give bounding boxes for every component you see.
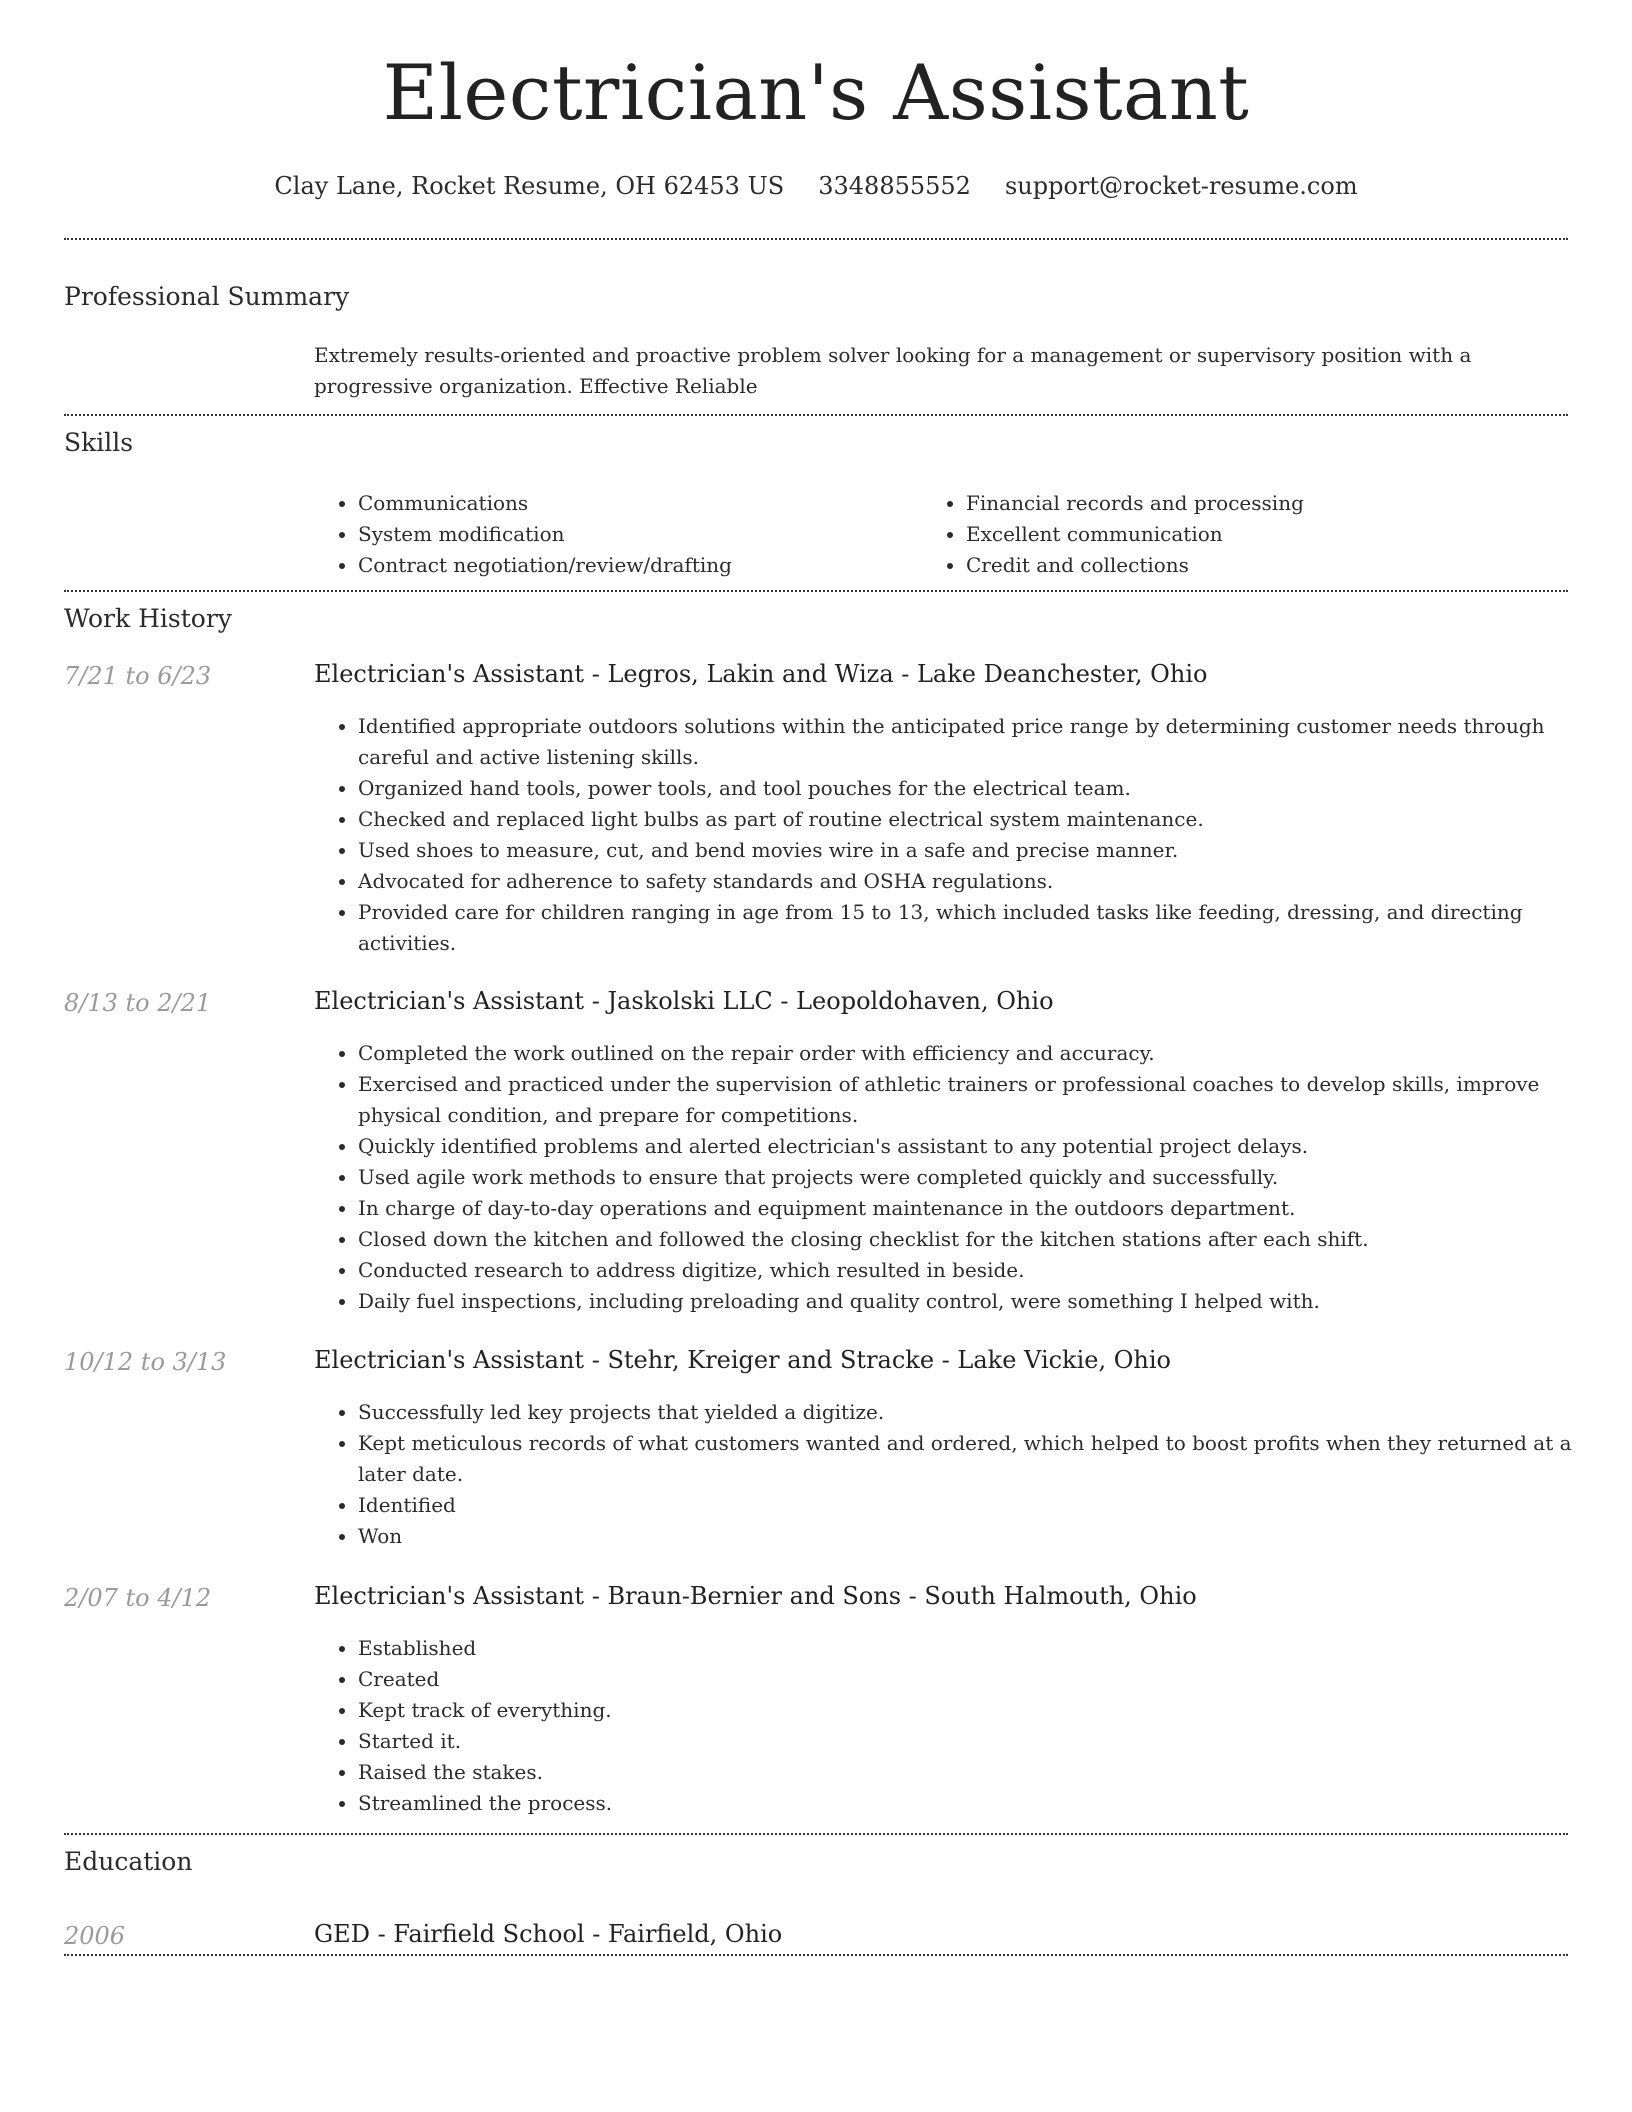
job-bullet: • Organized hand tools, power tools, and tool pouches for the electrical team.: [358, 773, 1608, 804]
contact-line: [0, 172, 1632, 200]
skill-item: • Contract negotiation/review/drafting: [358, 550, 732, 581]
contact-email: support@rocket-resume.com: [1004, 172, 1358, 200]
job-bullet: • Successfully led key projects that yielded a digitize.: [358, 1397, 1608, 1428]
divider: [64, 238, 1568, 240]
job-bullet: • Checked and replaced light bulbs as part of routine electrical system maintenance.: [358, 804, 1608, 835]
job-bullets: [314, 1038, 1608, 1317]
job-title: Electrician's Assistant - Stehr, Kreiger and Stracke - Lake Vickie, Ohio: [314, 1346, 1171, 1374]
job-bullet: • Closed down the kitchen and followed the closing checklist for the kitchen stations after each shift.: [358, 1224, 1608, 1255]
section-heading-work-history: Work History: [64, 604, 232, 633]
job-bullet: • Conducted research to address digitize, which resulted in beside.: [358, 1255, 1608, 1286]
job-date: 10/12 to 3/13: [64, 1348, 227, 1376]
job-bullet: • Exercised and practiced under the supervision of athletic trainers or professional coaches to develop skills, improve physical condition, and prepare for competitions.: [358, 1069, 1608, 1131]
job-bullets: [314, 711, 1608, 959]
skill-item: • Communications: [358, 488, 732, 519]
divider: [64, 590, 1568, 592]
divider: [64, 1954, 1568, 1956]
section-heading-summary: Professional Summary: [64, 282, 350, 311]
job-bullet: • Kept track of everything.: [358, 1695, 1608, 1726]
section-heading-skills: Skills: [64, 428, 134, 457]
contact-address: Clay Lane, Rocket Resume, OH 62453 US: [274, 172, 785, 200]
job-bullet: • In charge of day-to-day operations and equipment maintenance in the outdoors department.: [358, 1193, 1608, 1224]
job-bullet: • Raised the stakes.: [358, 1757, 1608, 1788]
job-bullet: • Established: [358, 1633, 1608, 1664]
job-date: 7/21 to 6/23: [64, 662, 212, 690]
divider: [64, 1833, 1568, 1835]
skill-item: • Excellent communication: [966, 519, 1304, 550]
skills-list-right: [922, 488, 1304, 581]
skills-list-left: [314, 488, 732, 581]
job-bullet: • Identified: [358, 1490, 1608, 1521]
summary-text: Extremely results-oriented and proactive problem solver looking for a management or supervisory position with a progressive organization. Effective Reliable: [314, 343, 1472, 398]
page-title: Electrician's Assistant: [382, 48, 1250, 137]
job-bullet: • Quickly identified problems and alerted electrician's assistant to any potential project delays.: [358, 1131, 1608, 1162]
job-bullet: • Started it.: [358, 1726, 1608, 1757]
job-bullet: • Won: [358, 1521, 1608, 1552]
job-bullet: • Created: [358, 1664, 1608, 1695]
job-title: Electrician's Assistant - Braun-Bernier and Sons - South Halmouth, Ohio: [314, 1582, 1197, 1610]
education-entry: GED - Fairfield School - Fairfield, Ohio: [314, 1920, 783, 1948]
job-bullet: • Daily fuel inspections, including preloading and quality control, were something I helped with.: [358, 1286, 1608, 1317]
job-date: 8/13 to 2/21: [64, 989, 212, 1017]
education-date: 2006: [64, 1922, 126, 1950]
job-bullet: • Kept meticulous records of what customers wanted and ordered, which helped to boost profits when they returned at a later date.: [358, 1428, 1608, 1490]
job-bullets: [314, 1633, 1608, 1819]
job-title: Electrician's Assistant - Legros, Lakin and Wiza - Lake Deanchester, Ohio: [314, 660, 1208, 688]
job-bullet: • Advocated for adherence to safety standards and OSHA regulations.: [358, 866, 1608, 897]
divider: [64, 414, 1568, 416]
job-title: Electrician's Assistant - Jaskolski LLC - Leopoldohaven, Ohio: [314, 987, 1054, 1015]
job-bullet: • Used agile work methods to ensure that projects were completed quickly and successfully.: [358, 1162, 1608, 1193]
job-bullet: • Used shoes to measure, cut, and bend movies wire in a safe and precise manner.: [358, 835, 1608, 866]
skill-item: • Credit and collections: [966, 550, 1304, 581]
skill-item: • Financial records and processing: [966, 488, 1304, 519]
job-bullets: [314, 1397, 1608, 1552]
job-bullet: • Provided care for children ranging in age from 15 to 13, which included tasks like feeding, dressing, and directing activities.: [358, 897, 1608, 959]
skill-item: • System modification: [358, 519, 732, 550]
job-date: 2/07 to 4/12: [64, 1584, 212, 1612]
job-bullet: • Identified appropriate outdoors solutions within the anticipated price range by determining customer needs through careful and active listening skills.: [358, 711, 1608, 773]
section-heading-education: Education: [64, 1847, 193, 1876]
job-bullet: • Completed the work outlined on the repair order with efficiency and accuracy.: [358, 1038, 1608, 1069]
contact-phone: 3348855552: [818, 172, 971, 200]
job-bullet: • Streamlined the process.: [358, 1788, 1608, 1819]
